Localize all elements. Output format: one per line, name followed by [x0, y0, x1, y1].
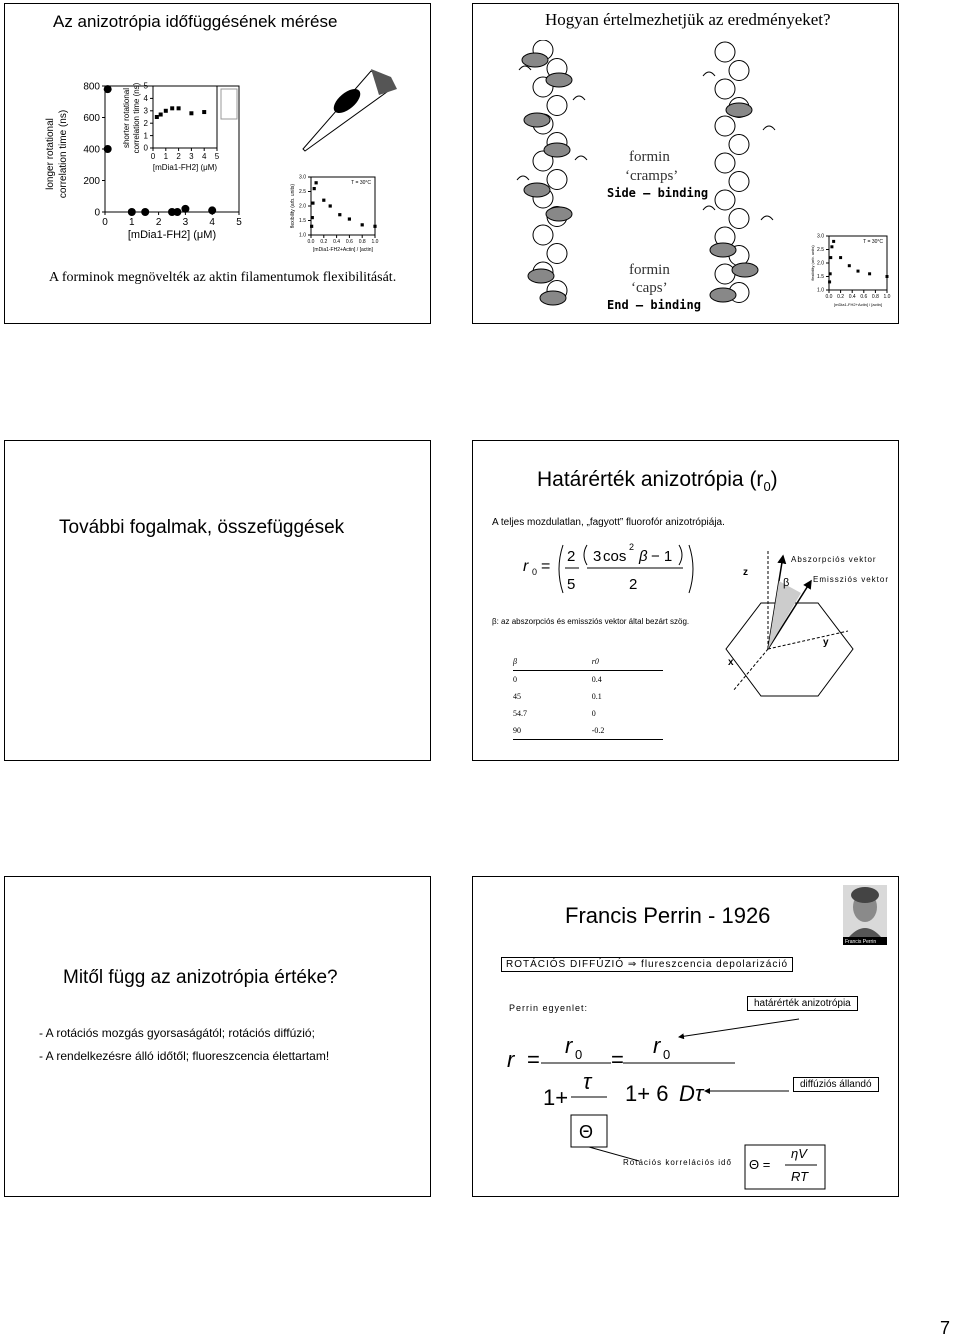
- y-tick-label: 2.0: [299, 203, 306, 210]
- bullet-rotation: - A rotációs mozgás gyorsaságától; rotációs diffúzió;: [39, 1026, 315, 1040]
- data-point: [141, 208, 149, 216]
- y-tick-label: 2.0: [817, 260, 824, 267]
- motion-arrow: [703, 206, 715, 210]
- formula-sq: 2: [629, 542, 635, 552]
- cell-r0: 0.4: [591, 675, 602, 684]
- x-tick-label: 1: [163, 152, 169, 161]
- data-point: [868, 272, 871, 275]
- data-point: [104, 85, 112, 93]
- x-axis-label: [mDia1-FH2] (μM): [152, 163, 218, 172]
- data-point: [848, 264, 851, 267]
- data-point: [128, 208, 136, 216]
- data-point: [311, 216, 314, 219]
- y-tick-label: 4: [143, 94, 148, 104]
- slide-further-concepts: [4, 440, 431, 761]
- formin-ring: [710, 243, 736, 257]
- x-tick-label: 0.4: [333, 239, 341, 245]
- eq-tau-2: τ: [695, 1081, 704, 1106]
- x-tick-label: 0.8: [871, 294, 879, 300]
- beta-description: β: az abszorpciós és emissziós vektor által bezárt szög.: [492, 617, 690, 626]
- data-point: [829, 256, 832, 259]
- bullet-lifetime: - A rendelkezésre álló időtől; fluoreszcencia élettartam!: [39, 1049, 330, 1063]
- x-tick-label: 3: [189, 152, 194, 161]
- formin-ring: [524, 113, 550, 127]
- data-point: [159, 113, 163, 117]
- formula-minus-one: − 1: [651, 548, 673, 565]
- data-point: [311, 202, 314, 205]
- formin-ring: [726, 103, 752, 117]
- x-tick-label: 2: [176, 152, 181, 161]
- theta-eq: Θ =: [749, 1157, 771, 1172]
- data-point: [164, 109, 168, 113]
- x-tick-label: 0: [150, 152, 156, 161]
- formula-paren-right: [689, 545, 693, 593]
- data-point: [322, 199, 325, 202]
- side-formin-label: formin: [629, 149, 670, 165]
- slide-perrin: [472, 876, 899, 1197]
- slide-title: Mitől függ az anizotrópia értéke?: [63, 967, 338, 988]
- x-tick-label: 1.0: [883, 294, 891, 300]
- formula-r: r: [523, 558, 529, 575]
- y-tick-label: 3.0: [299, 174, 306, 181]
- y-tick-label: 800: [83, 81, 100, 93]
- formin-ring: [544, 143, 570, 157]
- title-text: Határérték anizotrópia (r: [537, 468, 764, 491]
- cell-beta: 54.7: [513, 709, 527, 718]
- x-tick-label: 3: [182, 217, 189, 228]
- y-axis: [768, 631, 848, 649]
- slide-title: Hogyan értelmezhetjük az eredményeket?: [545, 10, 831, 29]
- x-tick-label: 0.6: [860, 294, 868, 300]
- motion-arrow: [703, 72, 715, 76]
- motion-arrow: [761, 216, 773, 220]
- y-tick-label: 400: [83, 144, 100, 156]
- y-tick-label: 5: [143, 81, 148, 91]
- perrin-portrait: [843, 885, 887, 945]
- x-tick-label: 4: [201, 152, 207, 161]
- motion-arrow: [573, 96, 585, 100]
- formula-den-five: 5: [567, 576, 576, 593]
- data-point: [329, 204, 332, 207]
- data-point: [348, 217, 351, 220]
- y-tick-label: 0: [94, 207, 100, 219]
- r0-formula: [503, 535, 723, 601]
- actin-subunit: [729, 172, 749, 192]
- temperature-label: T = 30°C: [351, 180, 371, 186]
- vector-geometry-diagram: [713, 541, 899, 716]
- end-caps-label: ‘caps’: [631, 280, 668, 296]
- theta-RT: RT: [791, 1169, 809, 1184]
- cell-beta: 90: [513, 726, 521, 735]
- motion-arrow: [763, 126, 775, 130]
- cell-r0: 0.1: [591, 692, 602, 701]
- x-axis-label: [mDia1-FH2+Actin] / [actin]: [313, 247, 373, 253]
- formin-ring: [524, 183, 550, 197]
- limiting-arrow: [679, 1019, 799, 1037]
- slide-title: [537, 468, 778, 494]
- data-point: [104, 145, 112, 153]
- slide-title: Francis Perrin - 1926: [565, 903, 771, 928]
- data-point: [310, 225, 313, 228]
- formula-two-den: 2: [629, 576, 638, 593]
- x-axis-label: [mDia1-FH2] (μM): [127, 229, 217, 241]
- y-tick-label: 3: [143, 106, 148, 116]
- x-axis-label: [mDia1-FH2+Actin] / [actin]: [834, 302, 882, 307]
- eq-r0-1: r: [565, 1033, 573, 1058]
- data-point: [189, 111, 193, 115]
- data-point: [361, 223, 364, 226]
- data-point: [886, 275, 889, 278]
- x-tick-label: 1: [129, 217, 135, 228]
- y-tick-label: 0: [143, 143, 148, 153]
- formula-paren-inner-right: [679, 545, 682, 565]
- formula-cos: cos: [603, 548, 627, 565]
- table-row: [513, 705, 663, 722]
- formula-paren-inner-left: [584, 545, 587, 565]
- title-sub: 0: [763, 479, 771, 495]
- hexagon-plane: [726, 603, 853, 696]
- eq-theta: Θ: [579, 1122, 594, 1142]
- absorption-vector-label: Abszorpciós vektor: [791, 555, 877, 564]
- y-tick-label: 600: [83, 112, 100, 124]
- formula-three: 3: [593, 548, 602, 565]
- data-point: [170, 106, 174, 110]
- actin-subunit: [715, 42, 735, 62]
- eq-D: D: [679, 1081, 695, 1106]
- x-tick-label: 1.0: [371, 239, 379, 245]
- perrin-equation: [499, 1017, 899, 1197]
- table-row: [513, 688, 663, 705]
- y-tick-label: 1: [143, 131, 148, 141]
- formula-num-two: 2: [567, 548, 576, 565]
- motion-arrow: [575, 156, 587, 160]
- y-axis-label: flexibility (arb. units): [290, 183, 296, 229]
- slide-interpretation: [472, 3, 899, 324]
- data-point: [315, 181, 318, 184]
- y-tick-label: 200: [83, 175, 100, 187]
- slide-title: Az anizotrópia időfüggésének mérése: [53, 12, 338, 31]
- actin-subunit: [715, 79, 735, 99]
- y-tick-label: 3.0: [817, 233, 824, 240]
- portrait-caption: Francis Perrin: [845, 939, 877, 945]
- title-end: ): [770, 468, 778, 491]
- beta-r0-table: [513, 653, 663, 740]
- plot-frame: [153, 86, 217, 148]
- data-point: [338, 213, 341, 216]
- actin-subunit: [729, 209, 749, 229]
- y-tick-label: 2: [143, 118, 148, 128]
- x-tick-label: 0.6: [345, 239, 353, 245]
- formin-ring: [540, 291, 566, 305]
- table-header-beta: β: [513, 657, 517, 666]
- actin-subunit: [547, 170, 567, 190]
- formula-r-sub: 0: [532, 567, 538, 577]
- y-tick-label: 1.5: [299, 218, 306, 225]
- x-tick-label: 0.0: [307, 239, 315, 245]
- x-tick-label: 0: [102, 217, 108, 228]
- x-tick-label: 0.8: [358, 239, 366, 245]
- eq-equals-1: =: [527, 1047, 540, 1072]
- perrin-equation-label: Perrin egyenlet:: [509, 1003, 589, 1013]
- actin-subunit: [533, 225, 553, 245]
- data-point: [832, 240, 835, 243]
- actin-subunit: [547, 244, 567, 264]
- beta-label: β: [783, 577, 790, 589]
- actin-subunit: [715, 264, 735, 284]
- eq-r: r: [507, 1047, 515, 1072]
- x-tick-label: 0.2: [320, 239, 328, 245]
- theta-etaV: ηV: [791, 1146, 807, 1161]
- actin-subunit: [715, 153, 735, 173]
- actin-subunit: [715, 190, 735, 210]
- data-point: [155, 115, 159, 119]
- table-header-r0: r0: [591, 657, 599, 666]
- eq-one-plus-6: 1+ 6: [625, 1081, 669, 1106]
- rot-corr-label: Rotációs korrelációs idő: [623, 1158, 732, 1167]
- data-point: [830, 245, 833, 248]
- slide-limiting-anisotropy: [472, 440, 899, 761]
- y-tick-label: 2.5: [817, 247, 824, 254]
- eq-equals-2: =: [611, 1047, 624, 1072]
- data-point: [839, 256, 842, 259]
- x-tick-label: 5: [236, 217, 242, 228]
- x-axis: [733, 649, 768, 691]
- z-label: z: [743, 567, 748, 578]
- data-point: [373, 225, 376, 228]
- y-tick-label: 1.0: [299, 232, 306, 239]
- data-point: [829, 272, 832, 275]
- inset-y-label: shorter rotational: [122, 87, 131, 149]
- inset-legend-box: [221, 89, 237, 119]
- temperature-label: T = 30°C: [863, 239, 883, 245]
- data-point: [208, 206, 216, 214]
- data-point: [828, 280, 831, 283]
- data-point: [181, 205, 189, 213]
- eq-tau-1: τ: [583, 1069, 592, 1094]
- rotational-correlation-chart: [5, 64, 265, 254]
- end-formin-label: formin: [629, 262, 670, 278]
- actin-subunit: [729, 61, 749, 81]
- eq-zero-1: 0: [575, 1047, 583, 1062]
- rotational-diffusion-box: ROTÁCIÓS DIFFÚZIÓ ⇒ flureszcencia depolarizáció: [501, 957, 793, 972]
- x-tick-label: 4: [209, 217, 215, 228]
- table-row: [513, 722, 663, 740]
- flexibility-mini-chart: [809, 230, 899, 320]
- x-tick-label: 0.4: [848, 294, 856, 300]
- formin-ring: [546, 207, 572, 221]
- limiting-anisotropy-box: határérték anizotrópia: [747, 996, 858, 1011]
- page-number: 7: [940, 1318, 951, 1338]
- y-tick-label: 1.0: [817, 287, 824, 294]
- y-tick-label: 2.5: [299, 189, 306, 196]
- x-label: x: [728, 657, 734, 668]
- eq-zero-2: 0: [663, 1047, 671, 1062]
- y-axis-label: flexibility (arb. units): [810, 245, 815, 281]
- x-tick-label: 0.0: [825, 294, 833, 300]
- slide-anisotropy-time: [4, 3, 431, 324]
- x-tick-label: 0.2: [837, 294, 845, 300]
- description: A teljes mozdulatlan, „fagyott” fluorofór anizotrópiája.: [492, 517, 725, 528]
- y-tick-label: 1.5: [817, 274, 824, 281]
- x-tick-label: 5: [214, 152, 220, 161]
- y-axis-label: correlation time (ns): [58, 109, 69, 199]
- slide-title: További fogalmak, összefüggések: [59, 517, 345, 538]
- end-binding-label: End – binding: [607, 298, 701, 312]
- side-cramps-label: ‘cramps’: [625, 168, 679, 184]
- data-point: [202, 110, 206, 114]
- actin-subunit: [547, 96, 567, 116]
- eq-r0-2: r: [653, 1033, 661, 1058]
- cell-beta: 45: [513, 692, 521, 701]
- actin-subunit: [729, 135, 749, 155]
- cell-r0: 0: [591, 709, 596, 718]
- data-point: [857, 270, 860, 273]
- formula-paren-left: [559, 545, 563, 593]
- side-binding-label: Side – binding: [607, 186, 709, 200]
- eq-one-plus-1: 1+: [543, 1085, 569, 1110]
- actin-subunit: [715, 116, 735, 136]
- motion-arrow: [517, 176, 529, 180]
- formin-ring: [528, 269, 554, 283]
- table-header-row: [513, 653, 663, 671]
- formula-beta: β: [639, 548, 648, 565]
- y-axis-label: longer rotational: [45, 118, 56, 190]
- cell-r0: -0.2: [591, 726, 605, 735]
- x-tick-label: 2: [155, 217, 162, 228]
- data-point: [177, 106, 181, 110]
- formin-ring: [522, 53, 548, 67]
- table-row: [513, 671, 663, 689]
- slide-what-affects-anisotropy: [4, 876, 431, 1197]
- y-label: y: [823, 637, 829, 648]
- cell-beta: 0: [513, 675, 517, 684]
- formula-eq: =: [541, 558, 551, 575]
- formin-ring: [546, 73, 572, 87]
- flexibility-chart: [287, 59, 427, 254]
- formin-ring: [710, 288, 736, 302]
- slide-caption: A forminok megnövelték az aktin filamentumok flexibilitását.: [49, 270, 397, 285]
- diffusion-constant-box: diffúziós állandó: [793, 1077, 879, 1092]
- inset-chart: [122, 82, 220, 172]
- emission-vector-label: Emissziós vektor: [813, 575, 890, 584]
- formin-ring: [732, 263, 758, 277]
- inset-y-label: correlation time (ns): [132, 82, 141, 154]
- data-point: [313, 187, 316, 190]
- data-point: [173, 208, 181, 216]
